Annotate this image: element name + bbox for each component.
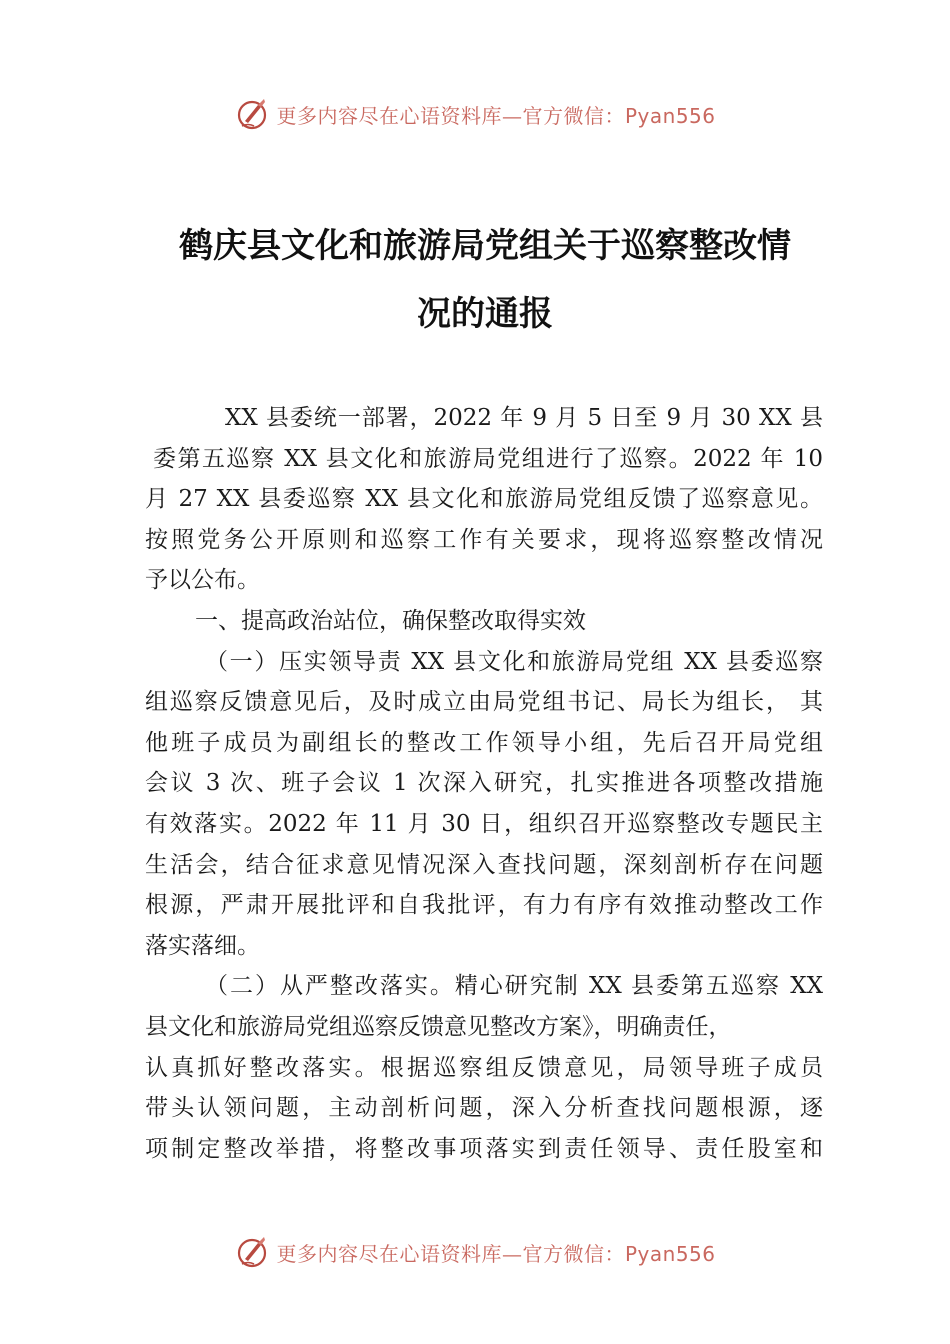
text-line: 组巡察反馈意见后，及时成立由局党组书记、局长为组长， 其 bbox=[145, 689, 823, 716]
watermark-wechat-id: Pyan556 bbox=[624, 1241, 716, 1266]
watermark-header bbox=[0, 94, 950, 134]
text-line: 月 27 XX 县委巡察 XX 县文化和旅游局党组反馈了巡察意见。 bbox=[145, 486, 823, 513]
section-heading: 一、提高政治站位，确保整改取得实效 bbox=[195, 607, 586, 634]
text-line: 落实落细。 bbox=[145, 932, 260, 959]
paragraph-intro bbox=[145, 398, 823, 601]
text-line: 他班子成员为副组长的整改工作领导小组，先后召开局党组 bbox=[145, 729, 823, 756]
watermark-text: 更多内容尽在心语资料库—官方微信：Pyan556 bbox=[276, 1241, 716, 1266]
quill-pen-logo-icon bbox=[234, 96, 270, 132]
text-line: 有效落实。2022 年 11 月 30 日，组织召开巡察整改专题民主 bbox=[145, 810, 823, 837]
text-line: 按照党务公开原则和巡察工作有关要求，现将巡察整改情况 bbox=[145, 526, 823, 553]
paragraph-responsibility bbox=[145, 642, 823, 967]
title-line-2: 况的通报 bbox=[417, 294, 553, 334]
watermark-footer bbox=[0, 1232, 950, 1272]
quill-pen-logo-icon bbox=[234, 1234, 270, 1270]
text-line: 项制定整改举措，将整改事项落实到责任领导、责任股室和 bbox=[145, 1135, 823, 1162]
document-body bbox=[145, 398, 823, 1169]
text-line: 带头认领问题，主动剖析问题，深入分析查找问题根源，逐 bbox=[145, 1095, 823, 1122]
text-line: 县文化和旅游局党组巡察反馈意见整改方案》，明确责任， bbox=[145, 1013, 732, 1040]
text-line: 生活会，结合征求意见情况深入查找问题，深刻剖析存在问题 bbox=[145, 851, 823, 878]
text-line: （二）从严整改落实。精心研究制 XX 县委第五巡察 XX bbox=[205, 973, 823, 1000]
text-line: 根源，严肃开展批评和自我批评，有力有序有效推动整改工作 bbox=[145, 892, 823, 919]
watermark-wechat-id: Pyan556 bbox=[624, 103, 716, 128]
title-line-1: 鹤庆县文化和旅游局党组关于巡察整改情 bbox=[179, 226, 791, 266]
text-line: 予以公布。 bbox=[145, 567, 260, 594]
text-line: 委第五巡察 XX 县文化和旅游局党组进行了巡察。2022 年 10 bbox=[153, 445, 823, 472]
document-title bbox=[145, 212, 825, 348]
text-line: XX 县委统一部署，2022 年 9 月 5 日至 9 月 30 XX 县 bbox=[225, 405, 823, 431]
text-line: 认真抓好整改落实。根据巡察组反馈意见，局领导班子成员 bbox=[145, 1054, 823, 1081]
watermark-text: 更多内容尽在心语资料库—官方微信：Pyan556 bbox=[276, 103, 716, 128]
text-line: （一）压实领导责 XX 县文化和旅游局党组 XX 县委巡察 bbox=[205, 648, 823, 675]
text-line: 会议 3 次、班子会议 1 次深入研究，扎实推进各项整改措施 bbox=[145, 770, 823, 797]
paragraph-rectification bbox=[145, 966, 823, 1169]
